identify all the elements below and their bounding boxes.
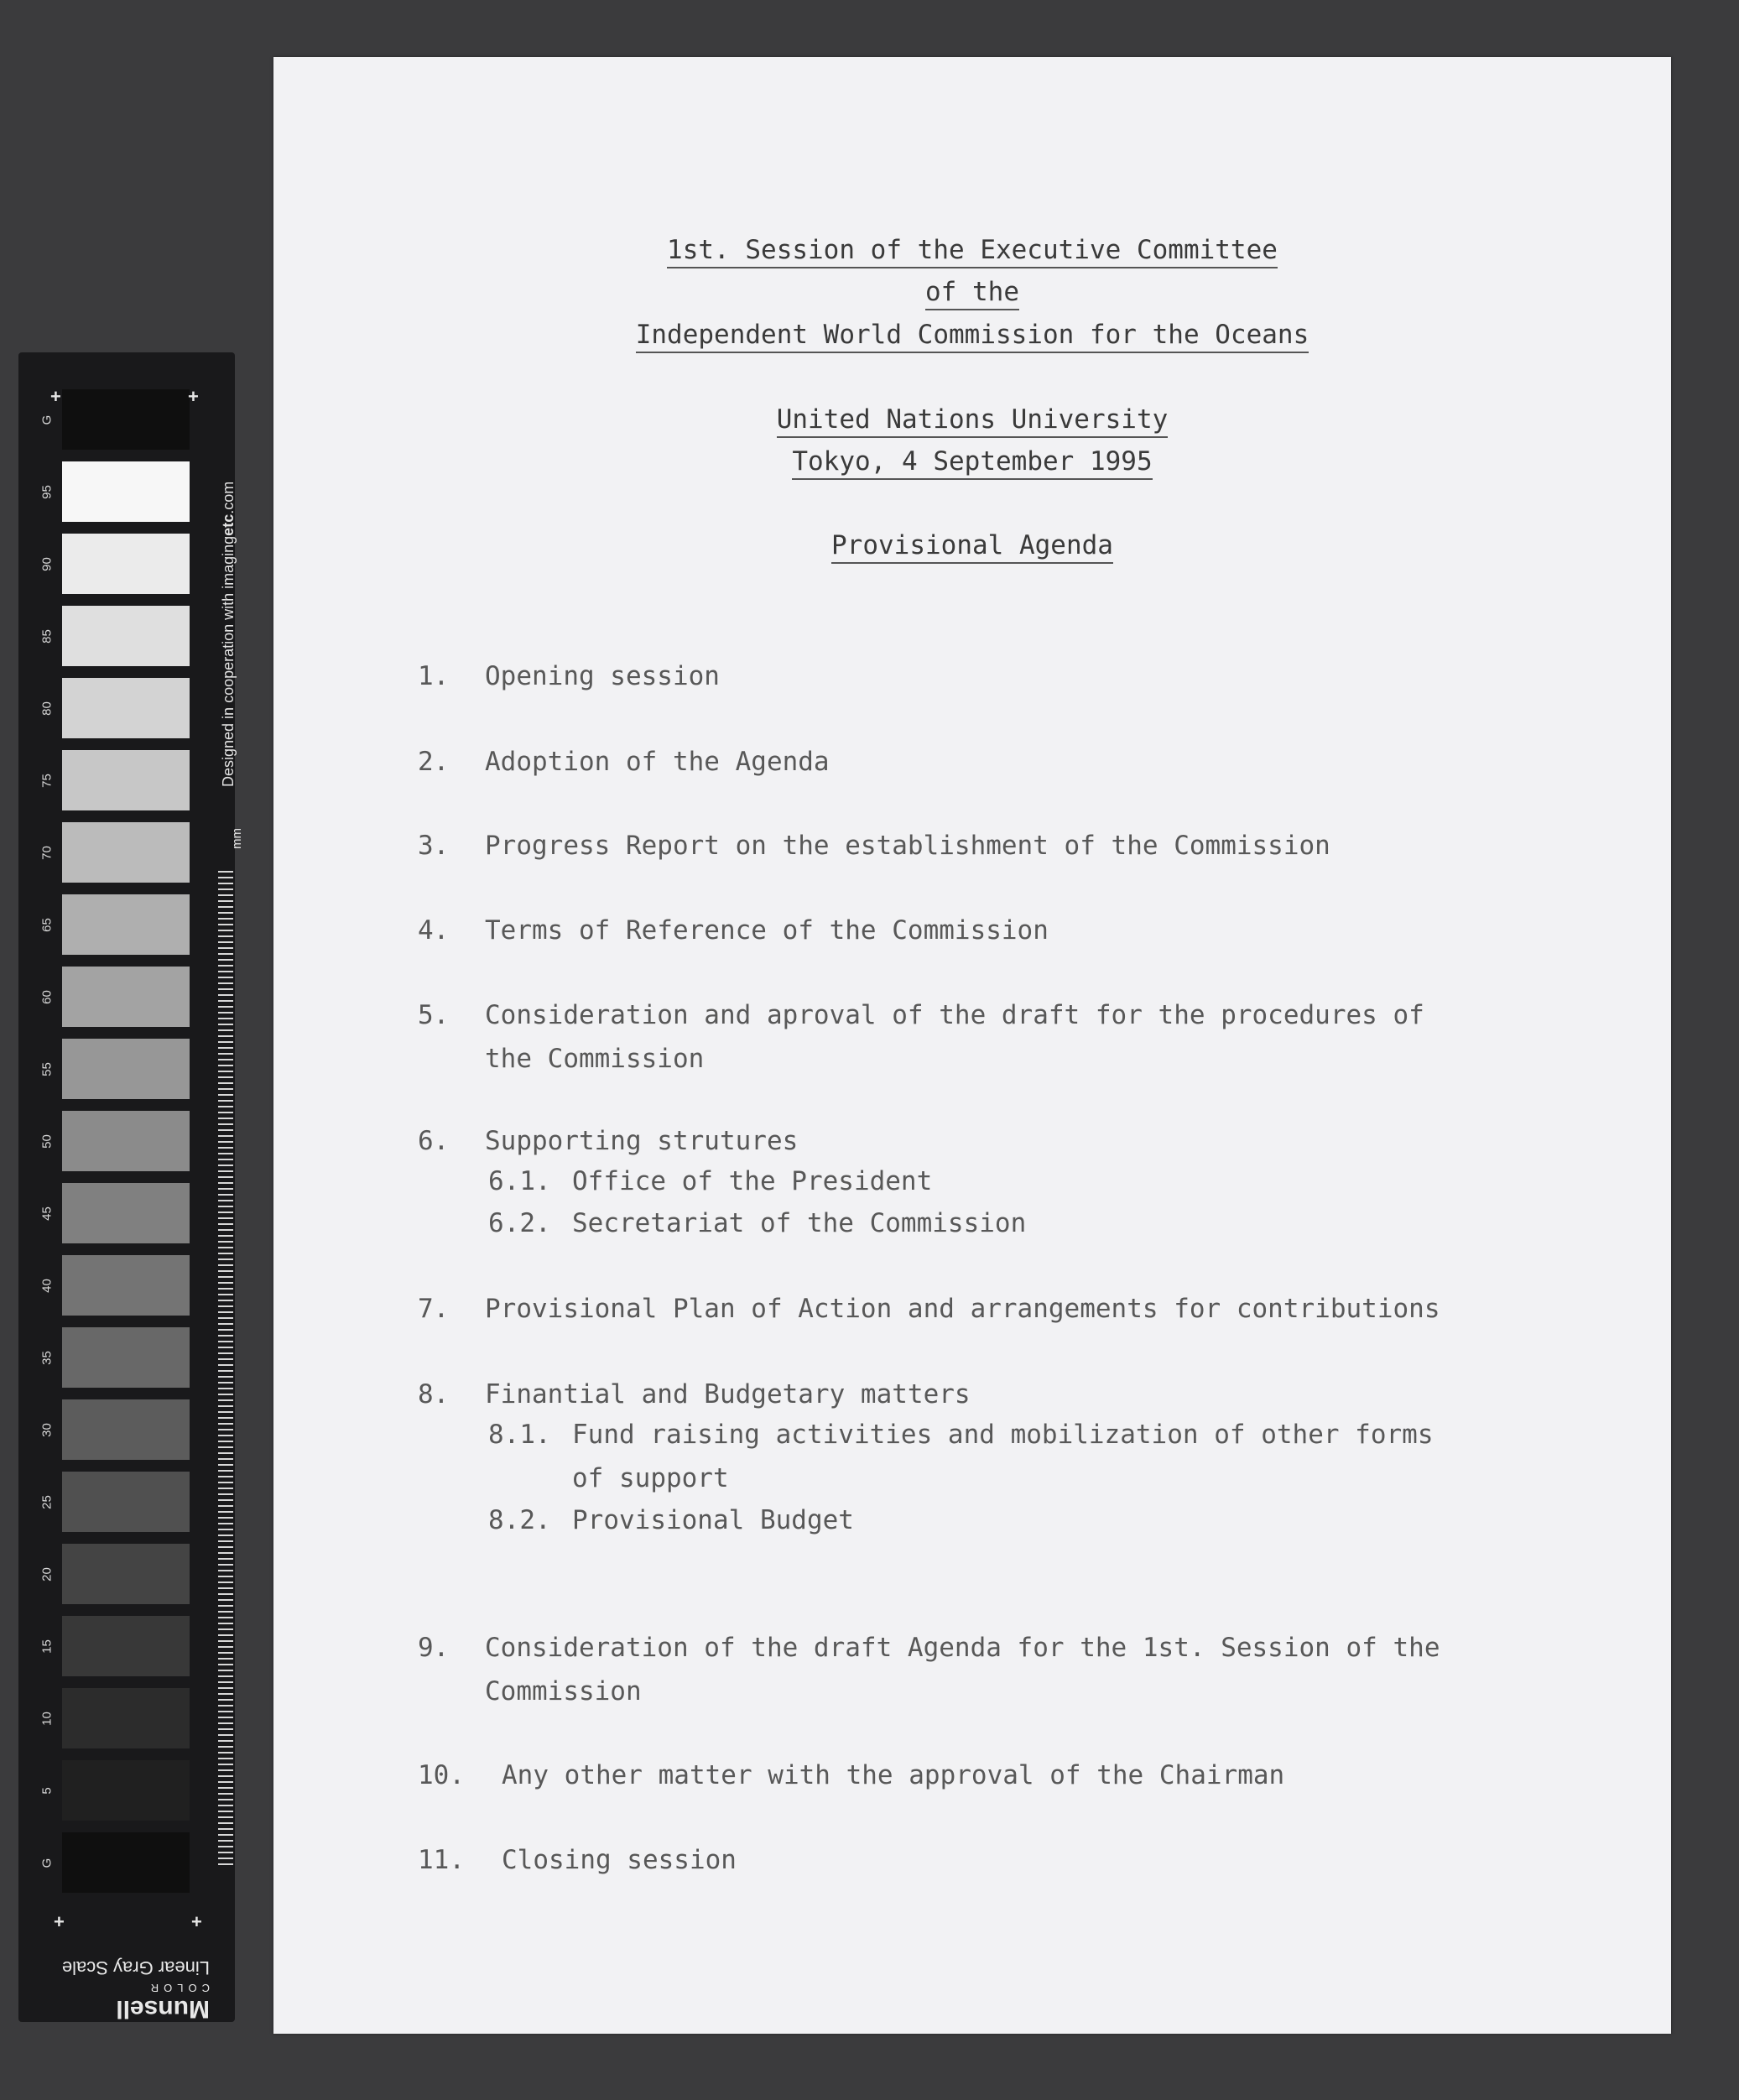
agenda-item-text: Finantial and Budgetary matters [485,1379,971,1410]
agenda-item-text: Progress Report on the establishment of the Commission [485,831,1330,861]
agenda-item-text: Closing session [502,1845,737,1875]
agenda-item [418,831,1330,861]
agenda-item-number: 11. [418,1845,465,1875]
gray-patch [62,534,190,594]
agenda-title: Provisional Agenda [273,530,1671,560]
agenda-item-text: Provisional Budget [572,1505,854,1535]
agenda-page [273,57,1671,2034]
scale-credit: Designed in cooperation with imagingetc.com [220,481,237,787]
agenda-item-continuation: Commission [485,1676,642,1707]
agenda-item [488,1208,1026,1238]
agenda-item-number: 6. [418,1126,450,1156]
gray-patch [62,678,190,738]
gray-patch [62,1760,190,1821]
agenda-item-text: Office of the President [572,1166,933,1196]
agenda-item-number: 9. [418,1633,450,1663]
agenda-item-number: 6.1. [488,1166,551,1196]
agenda-item-number: 3. [418,831,450,861]
agenda-item-number: 8.1. [488,1420,551,1450]
gray-patch [62,1183,190,1243]
agenda-item-continuation: of support [572,1463,729,1493]
gray-patch-label: 65 [39,918,55,932]
gray-patches [62,389,192,1905]
gray-patch [62,1255,190,1316]
gray-patch [62,1472,190,1532]
scale-unit: mm [230,828,244,849]
gray-patch-label: 60 [39,990,55,1004]
gray-scale-target [18,352,244,2023]
agenda-item-text: Any other matter with the approval of the Chairman [502,1760,1285,1790]
gray-patch [62,1616,190,1676]
agenda-item-text: Consideration and aproval of the draft for the procedures of [485,1000,1424,1030]
agenda-item-number: 2. [418,747,450,777]
mm-ruler [218,871,233,1869]
gray-patch [62,1327,190,1388]
agenda-item [418,1633,1440,1663]
agenda-item-text: Adoption of the Agenda [485,747,830,777]
gray-patch-label: 85 [39,629,55,644]
agenda-item-text: Secretariat of the Commission [572,1208,1027,1238]
gray-patch-label: 45 [39,1206,55,1221]
gray-patch-label: 55 [39,1062,55,1076]
agenda-item-number: 4. [418,915,450,946]
agenda-item-number: 7. [418,1294,450,1324]
gray-patch [62,1544,190,1604]
gray-patch [62,389,190,450]
plus-mark: + [54,1911,65,1932]
gray-patch [62,1039,190,1099]
agenda-item-text: Consideration of the draft Agenda for the 1st. Session of the [485,1633,1440,1663]
agenda-item [418,747,830,777]
agenda-item [418,1000,1424,1030]
gray-patch-label: 75 [39,774,55,788]
gray-patch-label: 30 [39,1423,55,1437]
agenda-item [488,1420,1434,1450]
plus-mark: + [188,386,199,407]
venue-line-2: Tokyo, 4 September 1995 [273,446,1671,477]
header-line-2: of the [273,277,1671,307]
header-line-3: Independent World Commission for the Oceans [273,320,1671,350]
munsell-brand: Munsell COLOR Linear Gray Scale [61,1957,210,2023]
agenda-item-number: 8. [418,1379,450,1410]
plus-mark: + [191,1911,202,1932]
gray-patch-label: 25 [39,1495,55,1509]
gray-patch-label: 70 [39,846,55,860]
gray-patch-label: G [39,1858,55,1868]
agenda-item [418,1379,971,1410]
gray-patch [62,1688,190,1748]
header-line-1: 1st. Session of the Executive Committee [273,235,1671,265]
plus-mark: + [50,386,61,407]
agenda-item [418,915,1049,946]
gray-patch [62,461,190,522]
agenda-item-number: 1. [418,661,450,691]
agenda-item-number: 10. [418,1760,465,1790]
gray-patch-label: 90 [39,557,55,571]
gray-patch [62,822,190,883]
agenda-item [488,1505,854,1535]
agenda-item-number: 8.2. [488,1505,551,1535]
gray-patch-label: 40 [39,1279,55,1293]
gray-patch [62,1111,190,1171]
agenda-item [488,1166,932,1196]
agenda-item-text: Supporting strutures [485,1126,799,1156]
gray-patch-label: 35 [39,1351,55,1365]
agenda-item [418,1845,737,1875]
agenda-item-text: Provisional Plan of Action and arrangements for contributions [485,1294,1440,1324]
agenda-item-number: 5. [418,1000,450,1030]
agenda-item [418,1294,1440,1324]
gray-patch [62,967,190,1027]
gray-patch [62,894,190,955]
gray-patch-label: 15 [39,1639,55,1654]
agenda-item-text: Opening session [485,661,720,691]
gray-patch [62,1832,190,1893]
agenda-item [418,1760,1284,1790]
agenda-item-continuation: the Commission [485,1044,705,1074]
gray-patch [62,750,190,810]
gray-patch-label: G [39,414,55,425]
gray-patch-label: 80 [39,701,55,716]
gray-patch-label: 50 [39,1134,55,1149]
gray-patch [62,1399,190,1460]
agenda-item-text: Fund raising activities and mobilization of other forms [572,1420,1434,1450]
gray-patch-label: 5 [39,1787,55,1795]
gray-patch [62,606,190,666]
agenda-item-number: 6.2. [488,1208,551,1238]
gray-patch-label: 95 [39,485,55,499]
agenda-item-text: Terms of Reference of the Commission [485,915,1049,946]
venue-line-1: United Nations University [273,404,1671,435]
agenda-item [418,661,720,691]
gray-patch-label: 10 [39,1712,55,1726]
agenda-item [418,1126,798,1156]
gray-patch-label: 20 [39,1567,55,1582]
